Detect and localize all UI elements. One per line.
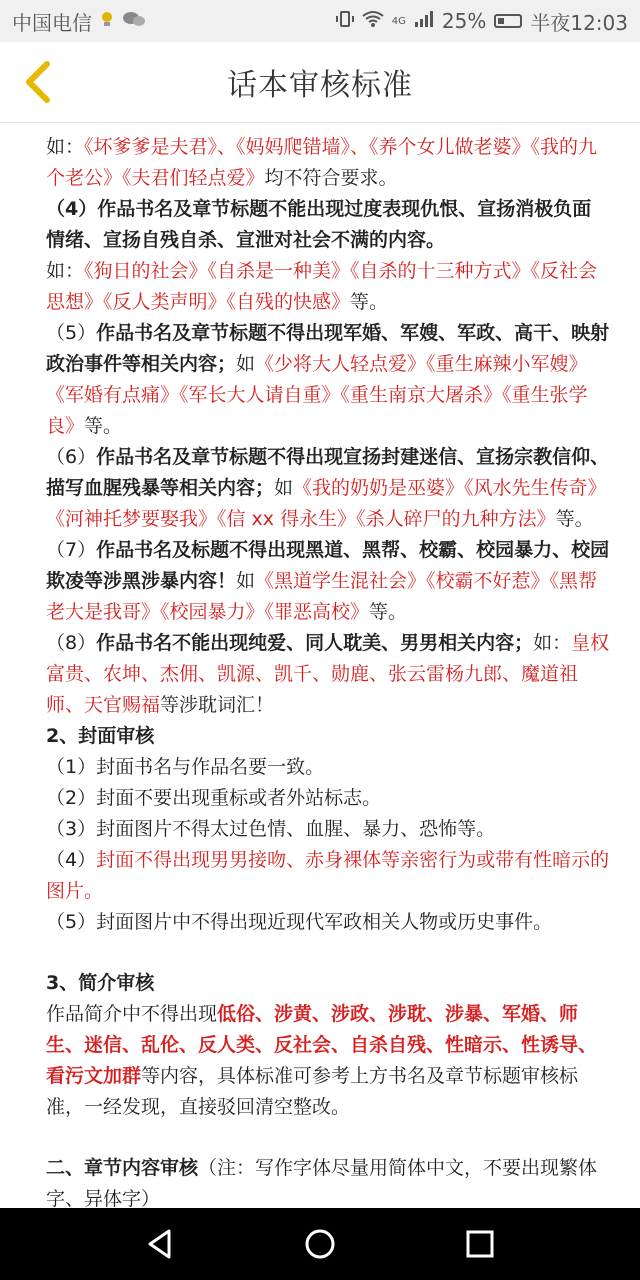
vibrate-icon (336, 10, 354, 32)
app-header (0, 42, 640, 123)
spacer (46, 938, 610, 968)
clock: 半夜12:03 (530, 10, 628, 35)
example-titles: 《我的奶奶是巫婆》《风水先生传奇》《河神托梦要娶我》《信 xx 得永生》《杀人碎尸的九种方法》 (46, 477, 607, 530)
section-cover-title: 2、封面审核 (46, 725, 155, 747)
signal-icon (414, 10, 434, 32)
cover-rule-1: （1）封面书名与作品名要一致。 (46, 756, 325, 778)
example-titles: 《少将大人轻点爱》《重生麻辣小军嫂》《军婚有点痛》《军长大人请自重》《重生南京大屠杀》《重生张学良》 (46, 353, 588, 437)
rule-6: （6）作品书名及章节标题不得出现宣扬封建迷信、宣扬宗教信仰、描写血腥残暴等相关内容；如《我的奶奶是巫婆》《风水先生传奇》《河神托梦要娶我》《信 xx 得永生》《杀人碎尸的九种方法》等。 (46, 446, 610, 530)
page-title: 话本审核标准 (227, 68, 413, 103)
standards-content (0, 122, 640, 1208)
recents-square-icon (465, 1229, 495, 1259)
cover-rule-4: （4）封面不得出现男男接吻、赤身裸体等亲密行为或带有性暗示的图片。 (46, 849, 610, 902)
paragraph-example-3: 如：《坏爹爹是夫君》、《妈妈爬错墙》、《养个女儿做老婆》《我的九个老公》《夫君们轻点爱》均不符合要求。 (46, 136, 598, 189)
home-circle-icon (304, 1228, 336, 1260)
paragraph-example-4: 如：《狗日的社会》《自杀是一种美》《自杀的十三种方式》《反社会思想》《反人类声明》《自残的快感》等。 (46, 260, 598, 313)
back-button[interactable] (16, 56, 60, 108)
section-intro-title: 3、简介审核 (46, 972, 155, 994)
cover-rule-3: （3）封面图片不得太过色情、血腥、暴力、恐怖等。 (46, 818, 496, 840)
example-titles: 《狗日的社会》《自杀是一种美》《自杀的十三种方式》《反社会思想》《反人类声明》《自残的快感》 (46, 260, 598, 313)
cover-rule-2: （2）封面不要出现重标或者外站标志。 (46, 787, 382, 809)
example-titles: 《黑道学生混社会》《校霸不好惹》《黑帮老大是我哥》《校园暴力》《罪恶高校》 (46, 570, 598, 623)
carrier-name: 中国电信 (12, 10, 92, 35)
network-type: 4G (391, 15, 406, 27)
nav-home-button[interactable] (300, 1224, 340, 1264)
cover-rule-5: （5）封面图片中不得出现近现代军政相关人物或历史事件。 (46, 911, 553, 933)
rule-8: （8）作品书名不能出现纯爱、同人耽美、男男相关内容；如：皇权富贵、农坤、杰佣、凯源、凯千、勋鹿、张云雷杨九郎、魔道祖师、天官赐福等涉耽词汇！ (46, 632, 610, 716)
example-terms: 皇权富贵、农坤、杰佣、凯源、凯千、勋鹿、张云雷杨九郎、魔道祖师、天官赐福 (46, 632, 610, 716)
battery-icon (494, 14, 522, 28)
spacer (46, 1123, 610, 1153)
nav-recents-button[interactable] (460, 1224, 500, 1264)
section-chapter-title: 二、章节内容审核（注：写作字体尽量用简体中文，不要出现繁体字、异体字） (46, 1157, 598, 1208)
back-triangle-icon (145, 1228, 175, 1260)
wifi-icon (362, 10, 384, 32)
status-bar (0, 0, 640, 42)
intro-rule: 作品简介中不得出现低俗、涉黄、涉政、涉耽、涉暴、军婚、师生、迷信、乱伦、反人类、反社会、自杀自残、性暗示、性诱导、看污文加群等内容，具体标准可参考上方书名及章节标题审核标准，一经发现，直接驳回清空整改。 (46, 1003, 598, 1118)
navigation-bar (0, 1208, 640, 1280)
wechat-icon (122, 10, 146, 32)
nav-back-button[interactable] (140, 1224, 180, 1264)
example-titles: 《坏爹爹是夫君》、《妈妈爬错墙》、《养个女儿做老婆》《我的九个老公》《夫君们轻点爱》 (46, 136, 598, 189)
chevron-left-icon (23, 60, 53, 104)
rule-5: （5）作品书名及章节标题不得出现军婚、军嫂、军政、高干、映射政治事件等相关内容；如《少将大人轻点爱》《重生麻辣小军嫂》《军婚有点痛》《军长大人请自重》《重生南京大屠杀》《重生张学良》等。 (46, 322, 610, 437)
rule-7: （7）作品书名及标题不得出现黑道、黑帮、校霸、校园暴力、校园欺凌等涉黑涉暴内容！如《黑道学生混社会》《校霸不好惹》《黑帮老大是我哥》《校园暴力》《罪恶高校》等。 (46, 539, 610, 623)
rule-4: （4）作品书名及章节标题不能出现过度表现仇恨、宣扬消极负面情绪、宣扬自残自杀、宣泄对社会不满的内容。 (46, 198, 592, 251)
bulb-icon (100, 10, 114, 32)
battery-percent: 25% (441, 9, 487, 33)
banned-topics: 低俗、涉黄、涉政、涉耽、涉暴、军婚、师生、迷信、乱伦、反人类、反社会、自杀自残、性暗示、性诱导、看污文加群 (46, 1003, 598, 1087)
truncated-line (46, 122, 610, 132)
